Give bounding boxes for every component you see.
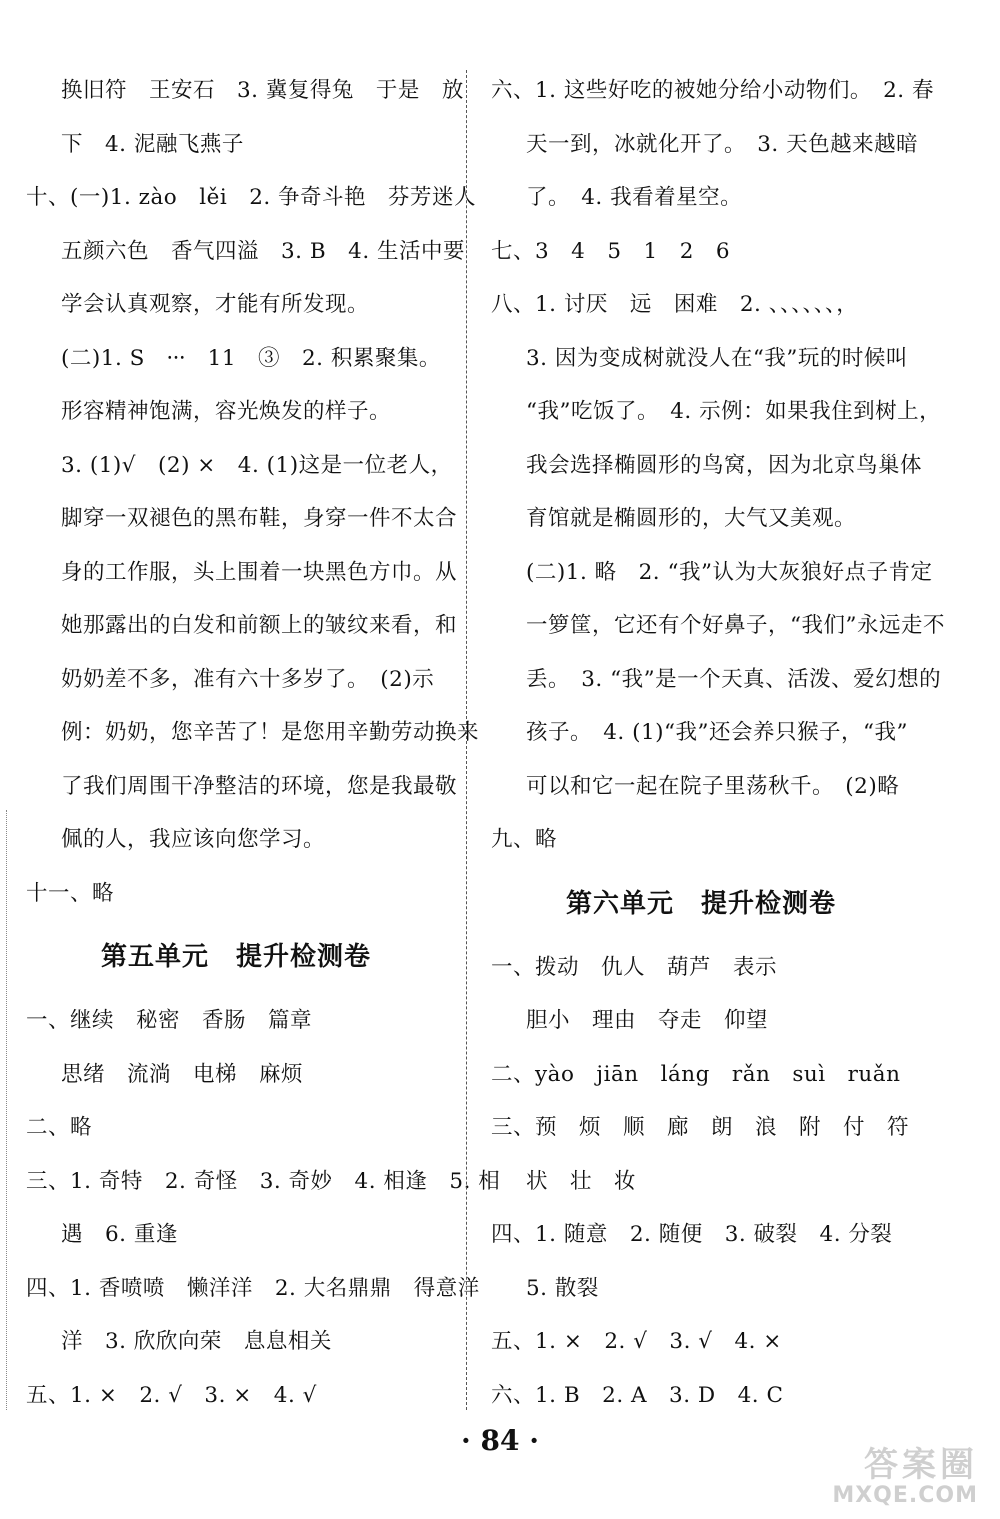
answer-line: 洋 3. 欣欣向荣 息息相关	[61, 1329, 332, 1354]
answer-line: 3. (1)√ (2) × 4. (1)这是一位老人，	[61, 452, 453, 478]
answer-line: 七、3 4 5 1 2 6	[491, 238, 731, 264]
answer-line: 十、(一)1. zào lěi 2. 争奇斗艳 芬芳迷人	[26, 185, 477, 210]
answer-line: 一、拨动 仇人 葫芦 表示	[491, 954, 778, 980]
answer-line: 佩的人，我应该向您学习。	[61, 827, 326, 852]
answer-line: 三、1. 奇特 2. 奇怪 3. 奇妙 4. 相逢 5. 相	[26, 1168, 501, 1194]
answer-line: 遇 6. 重逢	[61, 1222, 178, 1247]
answer-line: 孩子。 4. (1)“我”还会养只猴子，“我”	[526, 720, 909, 745]
answer-line: 3. 因为变成树就没人在“我”玩的时候叫	[526, 345, 908, 371]
left-column	[26, 64, 501, 1422]
answer-line: 四、1. 香喷喷 懒洋洋 2. 大名鼎鼎 得意洋	[26, 1275, 480, 1301]
answer-line: 五颜六色 香气四溢 3. B 4. 生活中要	[61, 238, 465, 264]
answer-line: 十一、略	[26, 880, 115, 906]
answer-line: 一箩筐，它还有个好鼻子，“我们”永远走不	[526, 613, 945, 638]
answer-line: 丢。 3. “我”是一个天真、活泼、爱幻想的	[526, 666, 942, 692]
answer-line: (二)1. S ⸱⸱⸱ 11 ③ 2. 积累聚集。	[61, 345, 441, 371]
answer-line: 下 4. 泥融飞燕子	[61, 131, 244, 157]
answer-line: 学会认真观察，才能有所发现。	[61, 292, 370, 317]
answer-line: 状 壮 妆	[526, 1168, 637, 1194]
section-heading: 第六单元 提升检测卷	[565, 888, 836, 919]
right-column	[491, 64, 945, 1422]
answer-line: 二、yào jiān láng rǎn suì ruǎn	[491, 1061, 901, 1087]
page-number: · 84 ·	[461, 1424, 539, 1457]
answer-line: 5. 散裂	[526, 1275, 599, 1301]
answer-line: 例：奶奶，您辛苦了！是您用辛勤劳动换来	[61, 720, 480, 745]
answer-line: 换旧符 王安石 3. 冀复得兔 于是 放	[61, 78, 464, 103]
answer-line: 六、1. 这些好吃的被她分给小动物们。 2. 春	[491, 78, 934, 103]
answer-line: 身的工作服，头上围着一块黑色方巾。从	[61, 559, 458, 585]
margin-dotted-line	[6, 810, 7, 1410]
answer-line: 五、1. × 2. √ 3. × 4. √	[26, 1382, 317, 1408]
answer-line: 胆小 理由 夺走 仰望	[526, 1008, 769, 1033]
answer-line: 五、1. × 2. √ 3. √ 4. ×	[491, 1329, 782, 1354]
answer-line: 育馆就是椭圆形的，大气又美观。	[526, 506, 857, 531]
answer-line: 了我们周围干净整洁的环境，您是我最敬	[61, 773, 458, 799]
answer-line: 可以和它一起在院子里荡秋千。 (2)略	[526, 773, 900, 799]
answer-line: 二、略	[26, 1115, 93, 1140]
answer-line: 三、预 烦 顺 廊 朗 浪 附 付 符	[491, 1115, 910, 1140]
watermark-site: MXQE.COM	[832, 1483, 978, 1508]
answer-line: 她那露出的白发和前额上的皱纹来看，和	[61, 613, 458, 638]
answer-line: 形容精神饱满，容光焕发的样子。	[61, 399, 392, 424]
answer-line: 思绪 流淌 电梯 麻烦	[61, 1061, 304, 1087]
watermark-title: 答案圈	[864, 1445, 978, 1485]
answer-line: 四、1. 随意 2. 随便 3. 破裂 4. 分裂	[491, 1222, 893, 1247]
answer-line: 九、略	[491, 827, 558, 852]
answer-line: 奶奶差不多，准有六十多岁了。 (2)示	[61, 666, 435, 692]
section-heading: 第五单元 提升检测卷	[100, 942, 371, 972]
answer-line: 八、1. 讨厌 远 困难 2. 、、、、、、，	[491, 292, 859, 317]
answer-line: 我会选择椭圆形的鸟窝，因为北京鸟巢体	[526, 452, 923, 478]
watermark-logo	[778, 1446, 978, 1510]
answer-line: 天一到，冰就化开了。 3. 天色越来越暗	[526, 131, 919, 157]
answer-line: 六、1. B 2. A 3. D 4. C	[491, 1382, 784, 1408]
answer-line: (二)1. 略 2. “我”认为大灰狼好点子肯定	[526, 559, 933, 585]
column-divider	[466, 70, 467, 1410]
answer-line: “我”吃饭了。 4. 示例：如果我住到树上，	[526, 399, 942, 424]
answer-line: 一、继续 秘密 香肠 篇章	[26, 1008, 313, 1033]
answer-line: 了。 4. 我看着星空。	[526, 185, 743, 210]
answer-line: 脚穿一双褪色的黑布鞋，身穿一件不太合	[61, 506, 458, 531]
